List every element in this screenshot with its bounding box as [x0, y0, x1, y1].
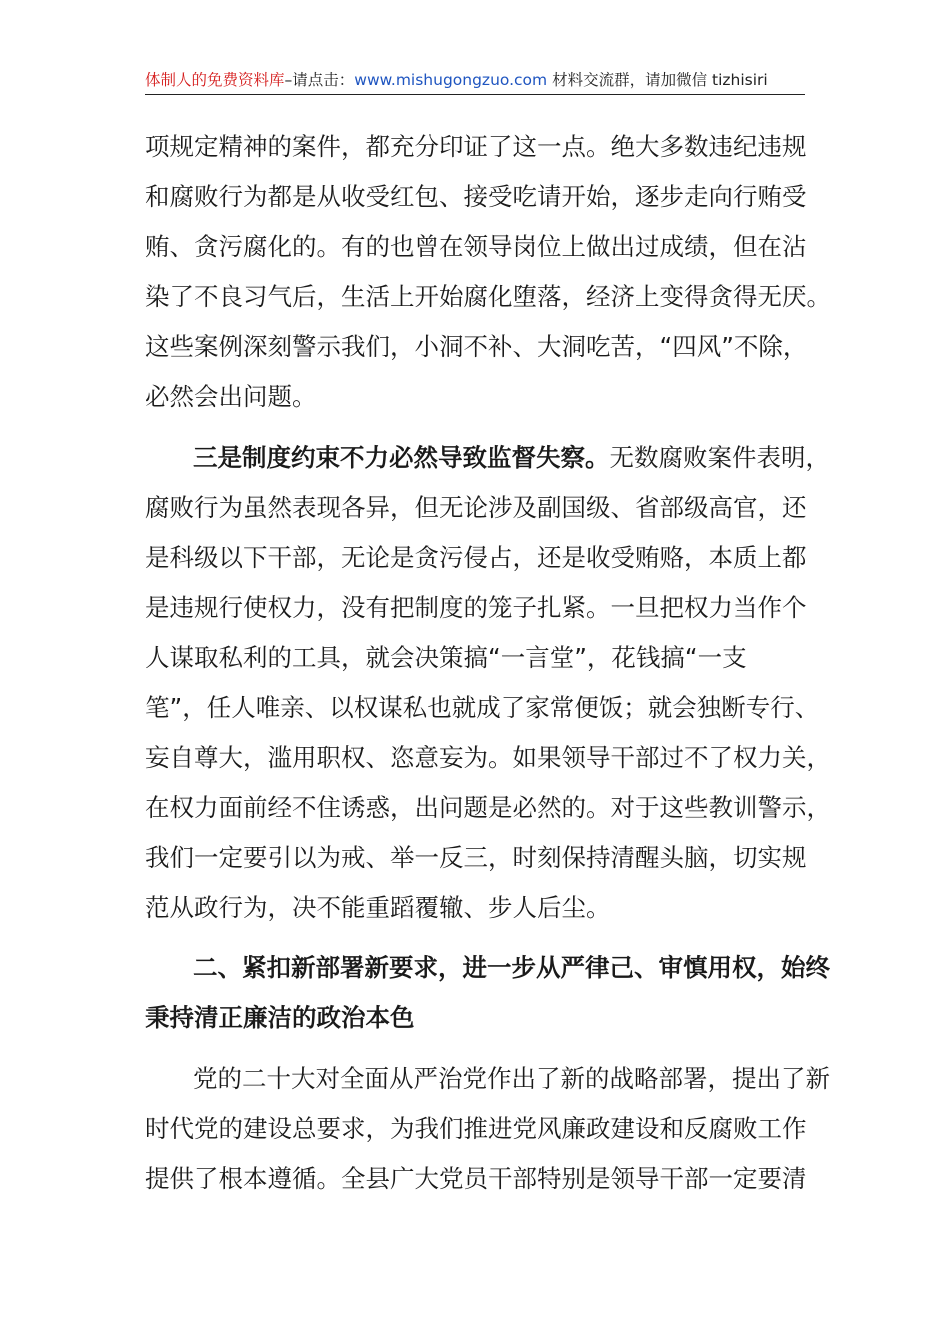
text-line: 和腐败行为都是从收受红包、接受吃请开始，逐步走向行贿受: [145, 182, 807, 211]
header-contact: 材料交流群，请加微信 tizhisiri: [547, 71, 768, 89]
paragraph-1: [145, 122, 831, 422]
text-line: 这些案例深刻警示我们，小洞不补、大洞吃苦，“四风”不除，: [145, 332, 808, 361]
paragraph-3: [145, 1054, 830, 1204]
text-line: 是科级以下干部，无论是贪污侵占，还是收受贿赂，本质上都: [145, 542, 807, 572]
paragraph-2: [145, 433, 831, 933]
text-line: 我们一定要引以为戒、举一反三，时刻保持清醒头脑，切实规: [145, 842, 807, 872]
paragraph-lead: 三是制度约束不力必然导致监督失察。: [193, 442, 610, 472]
text-line: 腐败行为虽然表现各异，但无论涉及副国级、省部级高官，还: [145, 492, 807, 522]
document-body: [145, 122, 831, 1204]
header-brand: 体制人的免费资料库: [145, 71, 285, 89]
text-line: 人谋取私利的工具，就会决策搞“一言堂”，花钱搞“一支: [145, 642, 747, 672]
text-line: 是违规行使权力，没有把制度的笼子扎紧。一旦把权力当作个: [145, 592, 807, 622]
text-line: 时代党的建设总要求，为我们推进党风廉政建设和反腐败工作: [145, 1113, 807, 1143]
section-heading: [145, 943, 830, 1043]
text-line: 笔”，任人唯亲、以权谋私也就成了家常便饭；就会独断专行、: [145, 692, 820, 722]
header-link[interactable]: www.mishugongzuo.com: [354, 71, 548, 89]
page-header: [145, 66, 805, 95]
heading-line: 二、紧扣新部署新要求，进一步从严律己、审慎用权，始终: [193, 953, 830, 982]
text-line: 必然会出问题。: [145, 382, 317, 411]
text-line: 范从政行为，决不能重蹈覆辙、步人后尘。: [145, 892, 611, 922]
heading-line: 秉持清正廉洁的政治本色: [145, 1003, 415, 1032]
text-line: 党的二十大对全面从严治党作出了新的战略部署，提出了新: [193, 1063, 830, 1093]
text-line: 项规定精神的案件，都充分印证了这一点。绝大多数违纪违规: [145, 132, 807, 161]
text-line: 贿、贪污腐化的。有的也曾在领导岗位上做出过成绩，但在沾: [145, 232, 807, 261]
text-line: 染了不良习气后，生活上开始腐化堕落，经济上变得贪得无厌。: [145, 282, 831, 311]
text-line: 在权力面前经不住诱惑，出问题是必然的。对于这些教训警示，: [145, 792, 831, 822]
text-line: 妄自尊大，滥用职权、恣意妄为。如果领导干部过不了权力关，: [145, 742, 831, 772]
header-prompt: –请点击：: [284, 71, 355, 89]
text-line: [145, 433, 830, 483]
paragraph-text: 无数腐败案件表明，: [609, 442, 830, 472]
text-line: 提供了根本遵循。全县广大党员干部特别是领导干部一定要清: [145, 1163, 807, 1193]
